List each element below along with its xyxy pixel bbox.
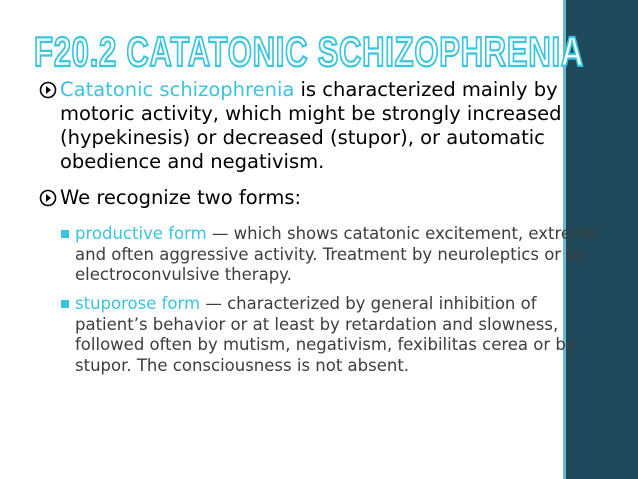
bullet-catatonic-definition xyxy=(60,78,620,174)
sub-bullet-highlight: productive form xyxy=(75,224,207,243)
square-bullet-icon xyxy=(61,230,69,238)
sub-bullet-productive-form xyxy=(75,224,605,286)
slide-title xyxy=(30,22,590,78)
sub-bullet-text: — which shows catatonic excitement, extreme and often aggressive activity. Treatment by neuroleptics or by electroconvulsive therapy. xyxy=(75,224,598,284)
circled-arrow-icon xyxy=(38,188,58,208)
square-bullet-icon xyxy=(61,300,69,308)
sub-bullet-stuporose-form xyxy=(75,294,605,376)
sub-bullet-text: — characterized by general inhibition of patient’s behavior or at least by retardation and slowness, followed often by mutism, negativism, fexibilitas cerea or by stupor. The consciousness is not absent. xyxy=(75,294,576,375)
bullet-two-forms xyxy=(60,186,620,210)
sub-bullet-highlight: stuporose form xyxy=(75,294,201,313)
bullet-text: We recognize two forms: xyxy=(60,186,302,209)
bullet-text: is characterized mainly by motoric activity, which might be strongly increased (hypekinesis) or decreased (stupor), or automatic obedience and negativism. xyxy=(60,78,562,173)
circled-arrow-icon xyxy=(38,80,58,100)
bullet-highlight: Catatonic schizophrenia xyxy=(60,78,295,101)
slide-title-text: F20.2 CATATONIC SCHIZOPHRENIA xyxy=(34,28,584,75)
slide-title-svg xyxy=(30,22,590,78)
